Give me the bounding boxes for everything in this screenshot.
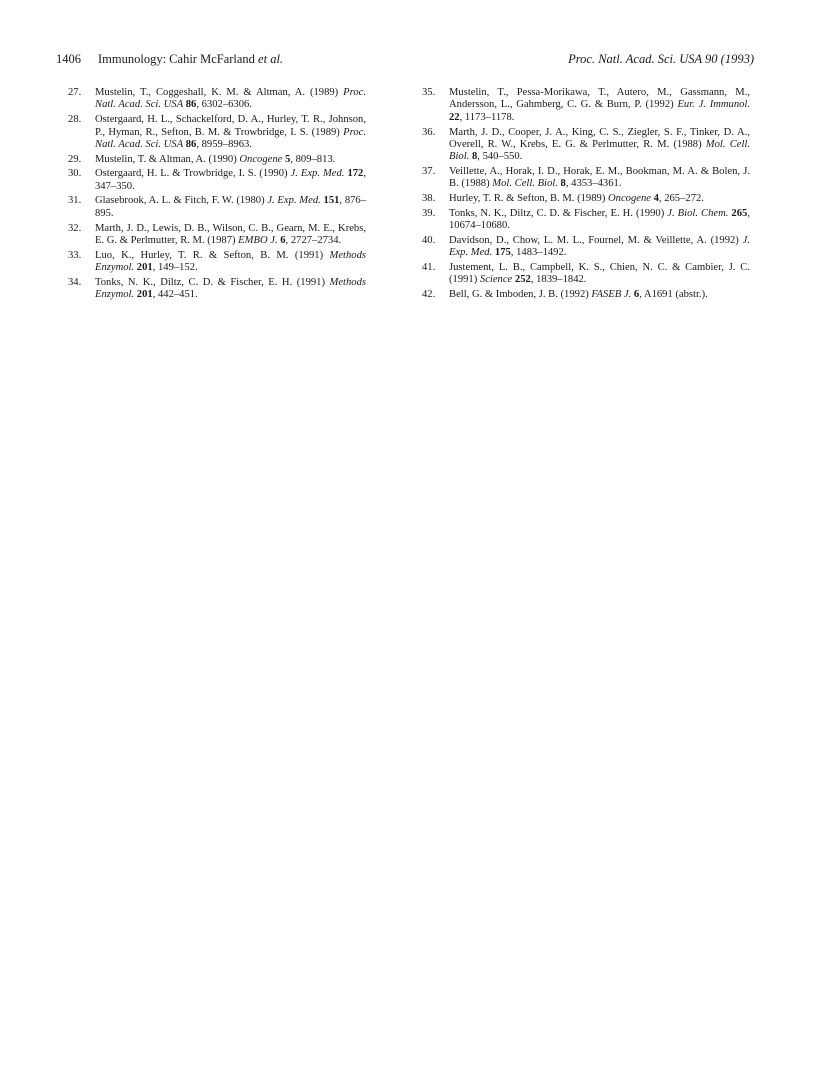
reference-pages: , 540–550.: [477, 151, 523, 163]
reference-pages: , 1173–1178.: [459, 111, 515, 123]
reference-pages: , 8959–8963.: [196, 138, 252, 150]
reference-item: [422, 208, 750, 233]
reference-number: 29.: [68, 153, 82, 165]
reference-item: [68, 223, 366, 248]
reference-volume: 22: [449, 111, 460, 123]
reference-journal: J. Exp. Med.: [290, 168, 345, 180]
references-left-column: [68, 87, 366, 304]
reference-volume: 265: [728, 207, 748, 219]
reference-pages: , 876–895.: [95, 195, 366, 219]
reference-volume: 151: [320, 195, 340, 207]
reference-journal: J. Exp. Med.: [449, 234, 750, 259]
reference-volume: 201: [134, 262, 153, 274]
reference-journal: J. Exp. Med.: [267, 195, 321, 207]
reference-pages: , 442–451.: [152, 289, 198, 301]
reference-authors: Luo, K., Hurley, T. R. & Sefton, B. M. (1991): [95, 249, 330, 261]
reference-journal: Mol. Cell. Biol.: [492, 178, 558, 190]
reference-item: [422, 166, 750, 191]
reference-authors: Glasebrook, A. L. & Fitch, F. W. (1980): [95, 195, 268, 207]
reference-authors: Mustelin, T., Pessa-Morikawa, T., Autero, M., Gassmann, M., Andersson, L., Gahmberg, C. G. & Burn, P. (1992): [449, 87, 750, 111]
reference-authors: Ostergaard, H. L., Schackelford, D. A., Hurley, T. R., Johnson, P., Hyman, R., Sefton, B. M. & Trowbridge, I. S. (1989): [95, 114, 366, 138]
reference-volume: 86: [183, 138, 197, 150]
journal-citation: Proc. Natl. Acad. Sci. USA 90 (1993): [568, 52, 754, 66]
reference-volume: 175: [492, 247, 511, 259]
reference-volume: 6: [631, 289, 640, 301]
reference-journal: J. Biol. Chem.: [667, 207, 729, 219]
reference-number: 31.: [68, 195, 82, 207]
reference-item: [68, 277, 366, 302]
reference-number: 42.: [422, 289, 436, 301]
reference-number: 32.: [68, 222, 82, 234]
reference-authors: Mustelin, T. & Altman, A. (1990): [95, 153, 240, 165]
reference-number: 37.: [422, 166, 436, 178]
reference-journal: Mol. Cell. Biol.: [449, 138, 750, 163]
reference-volume: 6: [277, 234, 286, 246]
running-title-text: Immunology: Cahir McFarland: [98, 52, 259, 66]
reference-pages: , 347–350.: [95, 168, 366, 192]
reference-authors: Justement, L. B., Campbell, K. S., Chien, N. C. & Cambier, J. C. (1991): [449, 262, 750, 286]
reference-authors: Veillette, A., Horak, I. D., Horak, E. M., Bookman, M. A. & Bolen, J. B. (1988): [449, 166, 750, 190]
reference-volume: 252: [512, 274, 531, 286]
running-title: [98, 52, 283, 67]
running-header: [56, 52, 754, 68]
reference-pages: , 4353–4361.: [565, 178, 622, 190]
reference-journal: Proc. Natl. Acad. Sci. USA: [95, 87, 366, 111]
reference-volume: 8: [557, 178, 566, 190]
reference-authors: Bell, G. & Imboden, J. B. (1992): [449, 289, 592, 301]
reference-pages: , A1691 (abstr.).: [639, 289, 708, 301]
reference-number: 38.: [422, 193, 436, 205]
reference-item: [68, 168, 366, 193]
reference-number: 35.: [422, 87, 436, 98]
reference-number: 34.: [68, 276, 82, 288]
reference-volume: 4: [650, 193, 659, 205]
reference-authors: Davidson, D., Chow, L. M. L., Fournel, M. & Veillette, A. (1992): [449, 234, 743, 246]
reference-item: [68, 114, 366, 151]
reference-journal: Eur. J. Immunol.: [677, 99, 751, 111]
reference-item: [68, 154, 366, 166]
reference-number: 30.: [68, 168, 82, 180]
reference-number: 41.: [422, 262, 436, 274]
reference-item: [68, 87, 366, 112]
reference-authors: Marth, J. D., Cooper, J. A., King, C. S., Ziegler, S. F., Tinker, D. A., Overell, R. W., Krebs, E. G. & Perlmutter, R. M. (1988): [449, 126, 750, 150]
page-number: 1406: [56, 52, 81, 66]
reference-journal: Methods Enzymol.: [95, 249, 366, 274]
reference-item: [422, 127, 750, 164]
reference-item: [422, 193, 750, 205]
reference-item: [68, 250, 366, 275]
reference-journal: Proc. Natl. Acad. Sci. USA: [95, 126, 366, 150]
reference-authors: Ostergaard, H. L. & Trowbridge, I. S. (1990): [95, 168, 291, 180]
running-title-etal: et al.: [258, 52, 284, 66]
reference-pages: , 1483–1492.: [510, 247, 567, 259]
reference-number: 28.: [68, 114, 82, 126]
reference-authors: Hurley, T. R. & Sefton, B. M. (1989): [449, 193, 608, 205]
reference-volume: 201: [134, 289, 153, 301]
reference-pages: , 1839–1842.: [530, 274, 587, 286]
reference-item: [68, 195, 366, 220]
reference-authors: Mustelin, T., Coggeshall, K. M. & Altman, A. (1989): [95, 87, 344, 98]
reference-pages: , 2727–2734.: [285, 234, 342, 246]
reference-pages: , 6302–6306.: [196, 99, 252, 111]
reference-journal: Oncogene: [239, 153, 283, 165]
reference-number: 36.: [422, 126, 436, 138]
reference-item: [422, 289, 750, 301]
reference-item: [422, 87, 750, 124]
reference-pages: , 149–152.: [152, 262, 198, 274]
reference-authors: Tonks, N. K., Diltz, C. D. & Fischer, E. H. (1990): [449, 207, 668, 219]
reference-number: 40.: [422, 234, 436, 246]
reference-number: 27.: [68, 87, 82, 98]
reference-pages: , 809–813.: [290, 153, 336, 165]
reference-pages: , 10674–10680.: [449, 207, 750, 232]
reference-authors: Marth, J. D., Lewis, D. B., Wilson, C. B., Gearn, M. E., Krebs, E. G. & Perlmutter, R. M. (1987): [95, 222, 366, 246]
reference-volume: 86: [183, 99, 197, 111]
references-right-column: [422, 87, 750, 304]
reference-number: 39.: [422, 207, 436, 219]
reference-volume: 172: [344, 168, 364, 180]
reference-journal: Oncogene: [608, 193, 651, 205]
reference-volume: 5: [282, 153, 291, 165]
reference-journal: Science: [479, 274, 513, 286]
reference-journal: EMBO J.: [238, 234, 278, 246]
reference-number: 33.: [68, 249, 82, 261]
reference-pages: , 265–272.: [658, 193, 704, 205]
reference-item: [422, 235, 750, 260]
reference-item: [422, 262, 750, 287]
reference-journal: FASEB J.: [591, 289, 632, 301]
reference-volume: 8: [469, 151, 478, 163]
reference-authors: Tonks, N. K., Diltz, C. D. & Fischer, E. H. (1991): [95, 276, 330, 288]
reference-journal: Methods Enzymol.: [95, 276, 366, 301]
